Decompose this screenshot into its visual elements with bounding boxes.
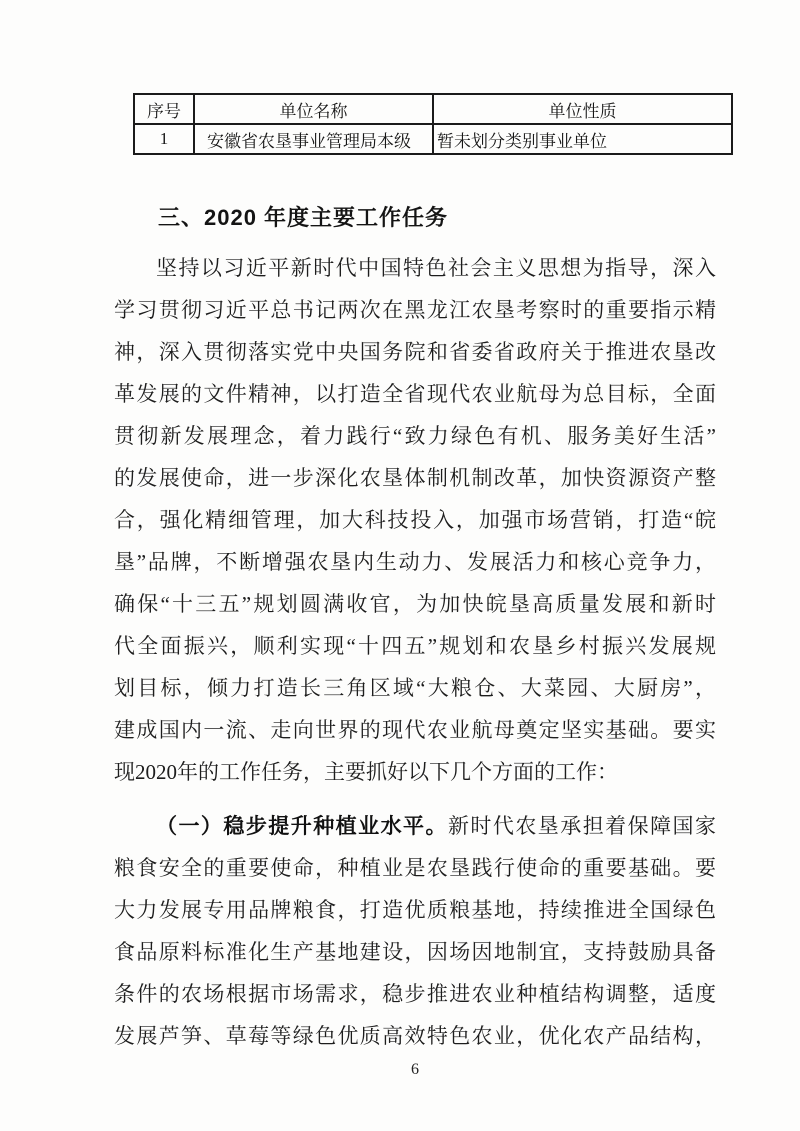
text-line: 现2020年的工作任务，主要抓好以下几个方面的工作： xyxy=(114,760,618,784)
text-line: 条件的农场根据市场需求，稳步推进农业种植结构调整，适度 xyxy=(114,982,716,1006)
text-line xyxy=(114,805,716,847)
text-line: 建成国内一流、走向世界的现代农业航母奠定坚实基础。要实 xyxy=(114,718,716,742)
subsection-lead: （一）稳步提升种植业水平。 xyxy=(156,815,448,838)
text-line: 发展芦笋、草莓等绿色优质高效特色农业，优化农产品结构， xyxy=(114,1024,716,1048)
cell-unit-type: 暂未划分类别事业单位 xyxy=(433,124,732,154)
cell-unit-name: 安徽省农垦事业管理局本级 xyxy=(194,124,433,154)
table-header-index: 序号 xyxy=(134,94,194,124)
text-line: 垦”品牌，不断增强农垦内生动力、发展活力和核心竞争力， xyxy=(114,550,716,574)
text-line: 大力发展专用品牌粮食，打造优质粮基地，持续推进全国绿色 xyxy=(114,898,716,922)
table-row xyxy=(134,124,732,154)
text-line: 食品原料标准化生产基地建设，因场因地制宜，支持鼓励具备 xyxy=(114,940,716,964)
text-line: 的发展使命，进一步深化农垦体制机制改革，加快资源资产整 xyxy=(114,466,716,490)
cell-index: 1 xyxy=(134,124,194,154)
text-line: 革发展的文件精神，以打造全省现代农业航母为总目标，全面 xyxy=(114,382,716,406)
table-header-unit-type: 单位性质 xyxy=(433,94,732,124)
text-line: 代全面振兴，顺利实现“十四五”规划和农垦乡村振兴发展规 xyxy=(114,634,716,658)
paragraph-1 xyxy=(114,247,716,793)
table-header-row xyxy=(134,94,732,124)
units-table xyxy=(133,93,733,155)
text-line: 划目标，倾力打造长三角区域“大粮仓、大菜园、大厨房”， xyxy=(114,676,716,700)
text-line: 神，深入贯彻落实党中央国务院和省委省政府关于推进农垦改 xyxy=(114,340,716,364)
page-number: 6 xyxy=(411,1061,419,1078)
text-line: 学习贯彻习近平总书记两次在黑龙江农垦考察时的重要指示精 xyxy=(114,298,716,322)
table-header-unit-name: 单位名称 xyxy=(194,94,433,124)
text-line: 坚持以习近平新时代中国特色社会主义思想为指导，深入 xyxy=(156,256,716,280)
text-span: 新时代农垦承担着保障国家 xyxy=(447,814,717,838)
text-line: 合，强化精细管理，加大科技投入，加强市场营销，打造“皖 xyxy=(114,508,716,532)
text-line: 确保“十三五”规划圆满收官，为加快皖垦高质量发展和新时 xyxy=(114,592,716,616)
text-line: 粮食安全的重要使命，种植业是农垦践行使命的重要基础。要 xyxy=(114,856,716,880)
paragraph-2 xyxy=(114,805,716,1057)
section-heading: 三、2020 年度主要工作任务 xyxy=(158,205,449,230)
text-line: 贯彻新发展理念，着力践行“致力绿色有机、服务美好生活” xyxy=(114,424,716,448)
